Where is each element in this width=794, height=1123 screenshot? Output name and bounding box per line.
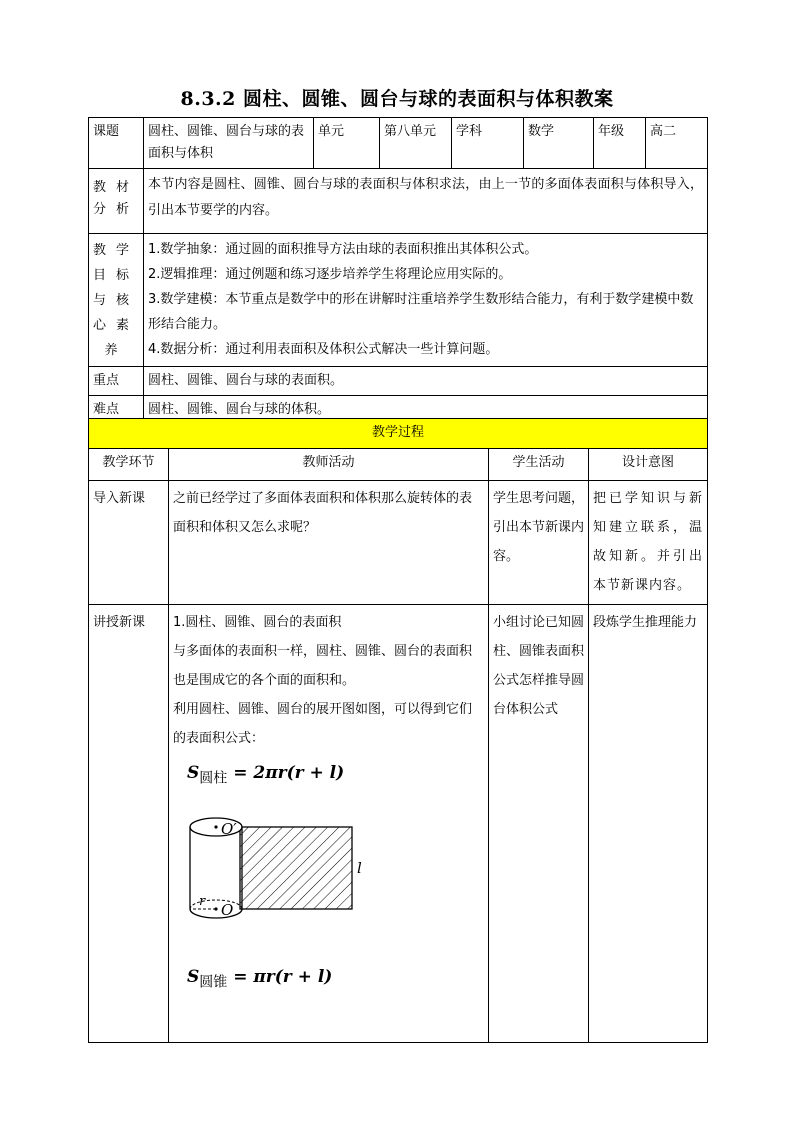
analysis-label: 教材分析 bbox=[89, 169, 144, 234]
goals-list bbox=[144, 234, 708, 367]
difficulty-text: 圆柱、圆锥、圆台与球的体积。 bbox=[144, 396, 708, 425]
grade-label: 年级 bbox=[594, 118, 646, 169]
label-l: l bbox=[357, 859, 362, 878]
topic-value: 圆柱、圆锥、圆台与球的表面积与体积 bbox=[144, 118, 314, 169]
process-header: 教学过程 bbox=[89, 419, 708, 449]
unit-label: 单元 bbox=[314, 118, 380, 169]
topic-label: 课题 bbox=[89, 118, 144, 169]
design-new: 段炼学生推理能力 bbox=[589, 605, 708, 1043]
page-title: 8.3.2 圆柱、圆锥、圆台与球的表面积与体积教案 bbox=[180, 88, 614, 110]
paragraph: 利用圆柱、圆锥、圆台的展开图如图，可以得到它们的表面积公式： bbox=[173, 702, 473, 746]
col-header-stage: 教学环节 bbox=[89, 449, 169, 481]
label-r: r bbox=[199, 894, 206, 910]
grade-value: 高二 bbox=[646, 118, 708, 169]
key-point-text: 圆柱、圆锥、圆台与球的表面积。 bbox=[144, 367, 708, 396]
section-heading: 1.圆柱、圆锥、圆台的表面积 bbox=[173, 615, 342, 630]
subject-label: 学科 bbox=[452, 118, 524, 169]
key-point-label: 重点 bbox=[89, 367, 144, 396]
stage-new: 讲授新课 bbox=[89, 605, 169, 1043]
col-header-design: 设计意图 bbox=[589, 449, 708, 481]
goal-item: 3.数学建模：本节重点是数学中的形在讲解时注重培养学生数形结合能力，有利于数学建模中数形结合能力。 bbox=[148, 292, 694, 332]
student-intro: 学生思考问题，引出本节新课内容。 bbox=[489, 481, 589, 605]
lateral-rectangle bbox=[240, 827, 352, 909]
paragraph: 与多面体的表面积一样，圆柱、圆锥、圆台的表面积也是围成它的各个面的面积和。 bbox=[173, 644, 473, 688]
teacher-intro: 之前已经学过了多面体表面积和体积那么旋转体的表面积和体积又怎么求呢？ bbox=[169, 481, 489, 605]
difficulty-label: 难点 bbox=[89, 396, 144, 425]
cylinder-net-figure bbox=[187, 809, 377, 929]
label-o-bottom: O bbox=[221, 901, 234, 920]
design-intro: 把已学知识与新知建立联系，温故知新。并引出本节新课内容。 bbox=[589, 481, 708, 605]
teacher-new bbox=[169, 605, 489, 1043]
process-table bbox=[88, 418, 708, 1043]
stage-intro: 导入新课 bbox=[89, 481, 169, 605]
goals-label: 教学目标与核心素养 bbox=[89, 234, 144, 367]
student-new: 小组讨论已知圆柱、圆锥表面积公式怎样推导圆台体积公式 bbox=[489, 605, 589, 1043]
analysis-text: 本节内容是圆柱、圆锥、圆台与球的表面积与体积求法，由上一节的多面体表面积与体积导入，引出本节要学的内容。 bbox=[144, 169, 708, 234]
goal-item: 2.逻辑推理：通过例题和练习逐步培养学生将理论应用实际的。 bbox=[148, 267, 512, 282]
unit-value: 第八单元 bbox=[380, 118, 452, 169]
formula-cone: $S_{圆锥} = \pi r(r + l)$ bbox=[187, 967, 333, 991]
label-o-top: O′ bbox=[221, 820, 237, 839]
info-table bbox=[88, 117, 708, 425]
goal-item: 1.数学抽象：通过圆的面积推导方法由球的表面积推出其体积公式。 bbox=[148, 242, 538, 257]
col-header-student: 学生活动 bbox=[489, 449, 589, 481]
formula-cylinder: $S_{圆柱} = 2\pi r(r + l)$ bbox=[187, 763, 345, 787]
goal-item: 4.数据分析：通过利用表面积及体积公式解决一些计算问题。 bbox=[148, 342, 499, 357]
col-header-teacher: 教师活动 bbox=[169, 449, 489, 481]
subject-value: 数学 bbox=[524, 118, 594, 169]
